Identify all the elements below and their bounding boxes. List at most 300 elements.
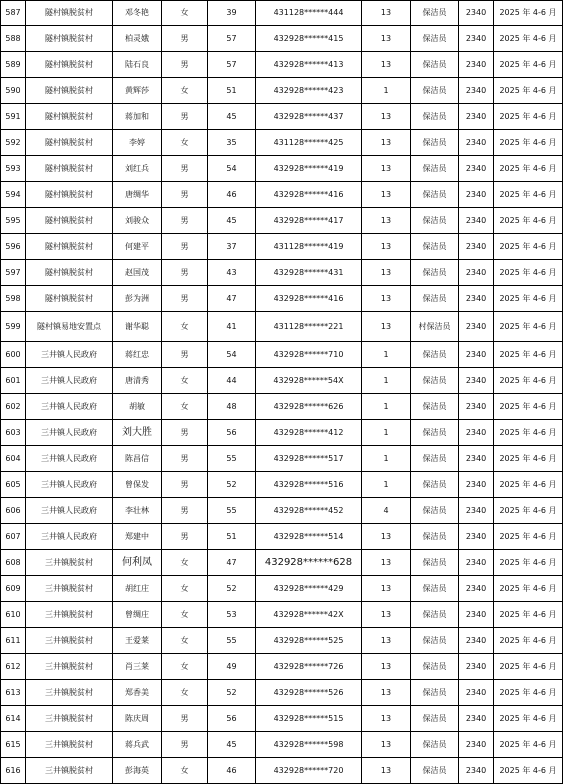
- row-number-cell: 589: [1, 52, 26, 78]
- unit-cell: 隧村镇脱贫村: [26, 26, 113, 52]
- position-cell: 保洁员: [411, 446, 459, 472]
- months-cell: 1: [362, 446, 411, 472]
- age-cell: 56: [208, 420, 256, 446]
- row-number-cell: 594: [1, 182, 26, 208]
- age-cell: 51: [208, 524, 256, 550]
- subsidy-amount-cell: 2340: [459, 260, 494, 286]
- gender-cell: 男: [162, 732, 208, 758]
- subsidy-amount-cell: 2340: [459, 498, 494, 524]
- gender-cell: 男: [162, 524, 208, 550]
- unit-cell: 三井镇脱贫村: [26, 732, 113, 758]
- person-name-cell: 蒋红忠: [113, 342, 162, 368]
- gender-cell: 男: [162, 498, 208, 524]
- row-number-cell: 604: [1, 446, 26, 472]
- period-cell: 2025 年 4-6 月: [494, 26, 563, 52]
- unit-cell: 隧村镇脱贫村: [26, 182, 113, 208]
- subsidy-amount-cell: 2340: [459, 286, 494, 312]
- gender-cell: 女: [162, 1, 208, 26]
- age-cell: 45: [208, 208, 256, 234]
- age-cell: 39: [208, 1, 256, 26]
- months-cell: 1: [362, 420, 411, 446]
- months-cell: 13: [362, 524, 411, 550]
- table-row: [1, 758, 563, 784]
- age-cell: 55: [208, 628, 256, 654]
- period-cell: 2025 年 4-6 月: [494, 368, 563, 394]
- unit-cell: 隧村镇脱贫村: [26, 234, 113, 260]
- age-cell: 52: [208, 680, 256, 706]
- months-cell: 1: [362, 472, 411, 498]
- unit-cell: 三井镇人民政府: [26, 342, 113, 368]
- row-number-cell: 612: [1, 654, 26, 680]
- row-number-cell: 611: [1, 628, 26, 654]
- row-number-cell: 616: [1, 758, 26, 784]
- row-number-cell: 591: [1, 104, 26, 130]
- subsidy-amount-cell: 2340: [459, 446, 494, 472]
- position-cell: 保洁员: [411, 208, 459, 234]
- age-cell: 57: [208, 26, 256, 52]
- id-number-cell: 432928******515: [256, 706, 362, 732]
- unit-cell: 三井镇人民政府: [26, 498, 113, 524]
- months-cell: 13: [362, 156, 411, 182]
- position-cell: 保洁员: [411, 368, 459, 394]
- subsidy-amount-cell: 2340: [459, 758, 494, 784]
- subsidy-amount-cell: 2340: [459, 420, 494, 446]
- months-cell: 1: [362, 342, 411, 368]
- id-number-cell: 432928******54X: [256, 368, 362, 394]
- position-cell: 保洁员: [411, 732, 459, 758]
- subsidy-amount-cell: 2340: [459, 732, 494, 758]
- position-cell: 保洁员: [411, 52, 459, 78]
- gender-cell: 女: [162, 576, 208, 602]
- table-row: [1, 628, 563, 654]
- position-cell: 保洁员: [411, 104, 459, 130]
- table-row: [1, 156, 563, 182]
- table-row: [1, 342, 563, 368]
- unit-cell: 三井镇脱贫村: [26, 758, 113, 784]
- months-cell: 1: [362, 394, 411, 420]
- id-number-cell: 432928******416: [256, 286, 362, 312]
- row-number-cell: 590: [1, 78, 26, 104]
- unit-cell: 隧村镇脱贫村: [26, 1, 113, 26]
- age-cell: 55: [208, 498, 256, 524]
- person-name-cell: 刘骏众: [113, 208, 162, 234]
- position-cell: 保洁员: [411, 602, 459, 628]
- person-name-cell: 胡红庄: [113, 576, 162, 602]
- table-row: [1, 208, 563, 234]
- person-name-cell: 肖三莱: [113, 654, 162, 680]
- person-name-cell: 曾绸庄: [113, 602, 162, 628]
- age-cell: 49: [208, 654, 256, 680]
- row-number-cell: 614: [1, 706, 26, 732]
- person-name-cell: 何建平: [113, 234, 162, 260]
- id-number-cell: 432928******415: [256, 26, 362, 52]
- position-cell: 保洁员: [411, 758, 459, 784]
- age-cell: 48: [208, 394, 256, 420]
- table-row: [1, 182, 563, 208]
- table-row: [1, 26, 563, 52]
- table-row: [1, 446, 563, 472]
- position-cell: 村保洁员: [411, 312, 459, 342]
- months-cell: 13: [362, 758, 411, 784]
- id-number-cell: 432928******431: [256, 260, 362, 286]
- unit-cell: 三井镇人民政府: [26, 524, 113, 550]
- gender-cell: 女: [162, 680, 208, 706]
- person-name-cell: 唐绸华: [113, 182, 162, 208]
- subsidy-amount-cell: 2340: [459, 1, 494, 26]
- age-cell: 46: [208, 758, 256, 784]
- position-cell: 保洁员: [411, 550, 459, 576]
- subsidy-amount-cell: 2340: [459, 342, 494, 368]
- row-number-cell: 603: [1, 420, 26, 446]
- position-cell: 保洁员: [411, 524, 459, 550]
- position-cell: 保洁员: [411, 234, 459, 260]
- gender-cell: 女: [162, 368, 208, 394]
- person-name-cell: 黄辉莎: [113, 78, 162, 104]
- table-row: [1, 78, 563, 104]
- id-number-cell: 432928******525: [256, 628, 362, 654]
- id-number-cell: 432928******598: [256, 732, 362, 758]
- unit-cell: 隧村镇脱贫村: [26, 286, 113, 312]
- position-cell: 保洁员: [411, 498, 459, 524]
- position-cell: 保洁员: [411, 286, 459, 312]
- months-cell: 13: [362, 52, 411, 78]
- row-number-cell: 600: [1, 342, 26, 368]
- id-number-cell: 432928******437: [256, 104, 362, 130]
- row-number-cell: 596: [1, 234, 26, 260]
- table-row: [1, 368, 563, 394]
- subsidy-amount-cell: 2340: [459, 394, 494, 420]
- age-cell: 56: [208, 706, 256, 732]
- id-number-cell: 432928******626: [256, 394, 362, 420]
- row-number-cell: 607: [1, 524, 26, 550]
- gender-cell: 男: [162, 260, 208, 286]
- table-row: [1, 472, 563, 498]
- table-row: [1, 394, 563, 420]
- person-name-cell: 陈昌信: [113, 446, 162, 472]
- position-cell: 保洁员: [411, 420, 459, 446]
- subsidy-amount-cell: 2340: [459, 182, 494, 208]
- gender-cell: 女: [162, 312, 208, 342]
- table-row: [1, 602, 563, 628]
- id-number-cell: 432928******514: [256, 524, 362, 550]
- gender-cell: 女: [162, 654, 208, 680]
- id-number-cell: 432928******417: [256, 208, 362, 234]
- id-number-cell: 432928******429: [256, 576, 362, 602]
- row-number-cell: 595: [1, 208, 26, 234]
- id-number-cell: 432928******526: [256, 680, 362, 706]
- age-cell: 47: [208, 286, 256, 312]
- row-number-cell: 593: [1, 156, 26, 182]
- person-name-cell: 谢华聪: [113, 312, 162, 342]
- period-cell: 2025 年 4-6 月: [494, 602, 563, 628]
- position-cell: 保洁员: [411, 472, 459, 498]
- gender-cell: 男: [162, 156, 208, 182]
- row-number-cell: 599: [1, 312, 26, 342]
- subsidy-amount-cell: 2340: [459, 26, 494, 52]
- subsidy-amount-cell: 2340: [459, 576, 494, 602]
- months-cell: 1: [362, 368, 411, 394]
- position-cell: 保洁员: [411, 78, 459, 104]
- table-body: [1, 1, 563, 784]
- table-row: [1, 234, 563, 260]
- table-row: [1, 524, 563, 550]
- months-cell: 13: [362, 628, 411, 654]
- person-name-cell: 赵国茂: [113, 260, 162, 286]
- subsidy-amount-cell: 2340: [459, 78, 494, 104]
- months-cell: 13: [362, 26, 411, 52]
- subsidy-amount-cell: 2340: [459, 472, 494, 498]
- row-number-cell: 587: [1, 1, 26, 26]
- unit-cell: 三井镇脱贫村: [26, 628, 113, 654]
- gender-cell: 女: [162, 78, 208, 104]
- person-name-cell: 陆石良: [113, 52, 162, 78]
- id-number-cell: 432928******517: [256, 446, 362, 472]
- id-number-cell: 431128******419: [256, 234, 362, 260]
- months-cell: 4: [362, 498, 411, 524]
- unit-cell: 三井镇人民政府: [26, 472, 113, 498]
- period-cell: 2025 年 4-6 月: [494, 706, 563, 732]
- person-name-cell: 郑香美: [113, 680, 162, 706]
- months-cell: 13: [362, 1, 411, 26]
- months-cell: 13: [362, 286, 411, 312]
- person-name-cell: 郑建中: [113, 524, 162, 550]
- months-cell: 13: [362, 654, 411, 680]
- gender-cell: 男: [162, 52, 208, 78]
- age-cell: 37: [208, 234, 256, 260]
- person-name-cell: 彭为洲: [113, 286, 162, 312]
- gender-cell: 男: [162, 446, 208, 472]
- age-cell: 35: [208, 130, 256, 156]
- position-cell: 保洁员: [411, 706, 459, 732]
- table-row: [1, 706, 563, 732]
- unit-cell: 三井镇脱贫村: [26, 576, 113, 602]
- subsidy-amount-cell: 2340: [459, 234, 494, 260]
- period-cell: 2025 年 4-6 月: [494, 1, 563, 26]
- unit-cell: 隧村镇脱贫村: [26, 78, 113, 104]
- row-number-cell: 606: [1, 498, 26, 524]
- subsidy-amount-cell: 2340: [459, 208, 494, 234]
- age-cell: 52: [208, 576, 256, 602]
- table-row: [1, 260, 563, 286]
- period-cell: 2025 年 4-6 月: [494, 104, 563, 130]
- person-name-cell: 王爱莱: [113, 628, 162, 654]
- gender-cell: 男: [162, 706, 208, 732]
- months-cell: 13: [362, 706, 411, 732]
- subsidy-amount-cell: 2340: [459, 524, 494, 550]
- row-number-cell: 601: [1, 368, 26, 394]
- subsidy-amount-cell: 2340: [459, 680, 494, 706]
- gender-cell: 女: [162, 758, 208, 784]
- months-cell: 13: [362, 312, 411, 342]
- subsidy-amount-cell: 2340: [459, 706, 494, 732]
- period-cell: 2025 年 4-6 月: [494, 234, 563, 260]
- subsidy-amount-cell: 2340: [459, 368, 494, 394]
- id-number-cell: 432928******423: [256, 78, 362, 104]
- gender-cell: 女: [162, 602, 208, 628]
- gender-cell: 男: [162, 472, 208, 498]
- person-name-cell: 李婷: [113, 130, 162, 156]
- age-cell: 54: [208, 156, 256, 182]
- subsidy-amount-cell: 2340: [459, 312, 494, 342]
- id-number-cell: 432928******452: [256, 498, 362, 524]
- id-number-cell: 432928******720: [256, 758, 362, 784]
- table-row: [1, 732, 563, 758]
- period-cell: 2025 年 4-6 月: [494, 524, 563, 550]
- period-cell: 2025 年 4-6 月: [494, 130, 563, 156]
- age-cell: 52: [208, 472, 256, 498]
- position-cell: 保洁员: [411, 26, 459, 52]
- gender-cell: 女: [162, 394, 208, 420]
- position-cell: 保洁员: [411, 156, 459, 182]
- age-cell: 51: [208, 78, 256, 104]
- unit-cell: 三井镇人民政府: [26, 394, 113, 420]
- unit-cell: 隧村镇脱贫村: [26, 260, 113, 286]
- id-number-cell: 432928******516: [256, 472, 362, 498]
- unit-cell: 三井镇脱贫村: [26, 680, 113, 706]
- months-cell: 13: [362, 260, 411, 286]
- position-cell: 保洁员: [411, 576, 459, 602]
- months-cell: 13: [362, 208, 411, 234]
- table-row: [1, 104, 563, 130]
- table-row: [1, 130, 563, 156]
- gender-cell: 男: [162, 208, 208, 234]
- subsidy-amount-cell: 2340: [459, 550, 494, 576]
- person-name-cell: 邓冬艳: [113, 1, 162, 26]
- person-name-cell: 曾保发: [113, 472, 162, 498]
- id-number-cell: 432928******416: [256, 182, 362, 208]
- person-name-cell: 李壮林: [113, 498, 162, 524]
- person-name-cell: 陈庆周: [113, 706, 162, 732]
- period-cell: 2025 年 4-6 月: [494, 576, 563, 602]
- id-number-cell: 432928******710: [256, 342, 362, 368]
- person-name-cell: 胡敏: [113, 394, 162, 420]
- period-cell: 2025 年 4-6 月: [494, 342, 563, 368]
- age-cell: 54: [208, 342, 256, 368]
- subsidy-amount-cell: 2340: [459, 156, 494, 182]
- id-number-cell: 432928******42X: [256, 602, 362, 628]
- period-cell: 2025 年 4-6 月: [494, 758, 563, 784]
- table-row: [1, 1, 563, 26]
- subsidy-amount-cell: 2340: [459, 104, 494, 130]
- age-cell: 44: [208, 368, 256, 394]
- table-row: [1, 654, 563, 680]
- id-number-cell: 431128******444: [256, 1, 362, 26]
- row-number-cell: 609: [1, 576, 26, 602]
- gender-cell: 女: [162, 550, 208, 576]
- age-cell: 41: [208, 312, 256, 342]
- row-number-cell: 613: [1, 680, 26, 706]
- age-cell: 55: [208, 446, 256, 472]
- person-name-cell: 柏灵娥: [113, 26, 162, 52]
- id-number-cell: 432928******726: [256, 654, 362, 680]
- period-cell: 2025 年 4-6 月: [494, 446, 563, 472]
- months-cell: 13: [362, 182, 411, 208]
- person-name-cell: 刘红兵: [113, 156, 162, 182]
- period-cell: 2025 年 4-6 月: [494, 208, 563, 234]
- position-cell: 保洁员: [411, 680, 459, 706]
- person-name-cell: 蒋兵武: [113, 732, 162, 758]
- table-row: [1, 550, 563, 576]
- period-cell: 2025 年 4-6 月: [494, 420, 563, 446]
- subsidy-amount-cell: 2340: [459, 654, 494, 680]
- row-number-cell: 598: [1, 286, 26, 312]
- unit-cell: 隧村镇脱贫村: [26, 208, 113, 234]
- table-row: [1, 312, 563, 342]
- position-cell: 保洁员: [411, 654, 459, 680]
- position-cell: 保洁员: [411, 628, 459, 654]
- unit-cell: 三井镇人民政府: [26, 446, 113, 472]
- period-cell: 2025 年 4-6 月: [494, 182, 563, 208]
- period-cell: 2025 年 4-6 月: [494, 498, 563, 524]
- row-number-cell: 588: [1, 26, 26, 52]
- person-name-cell: 刘大胜: [113, 420, 162, 446]
- months-cell: 13: [362, 234, 411, 260]
- unit-cell: 隧村镇易地安置点: [26, 312, 113, 342]
- row-number-cell: 610: [1, 602, 26, 628]
- table-row: [1, 420, 563, 446]
- row-number-cell: 597: [1, 260, 26, 286]
- months-cell: 13: [362, 104, 411, 130]
- period-cell: 2025 年 4-6 月: [494, 732, 563, 758]
- months-cell: 13: [362, 550, 411, 576]
- age-cell: 45: [208, 104, 256, 130]
- period-cell: 2025 年 4-6 月: [494, 550, 563, 576]
- subsidy-amount-cell: 2340: [459, 628, 494, 654]
- period-cell: 2025 年 4-6 月: [494, 286, 563, 312]
- age-cell: 46: [208, 182, 256, 208]
- subsidy-amount-cell: 2340: [459, 602, 494, 628]
- unit-cell: 三井镇脱贫村: [26, 706, 113, 732]
- months-cell: 13: [362, 680, 411, 706]
- period-cell: 2025 年 4-6 月: [494, 52, 563, 78]
- position-cell: 保洁员: [411, 1, 459, 26]
- row-number-cell: 615: [1, 732, 26, 758]
- id-number-cell: 432928******412: [256, 420, 362, 446]
- person-name-cell: 唐清秀: [113, 368, 162, 394]
- age-cell: 47: [208, 550, 256, 576]
- position-cell: 保洁员: [411, 394, 459, 420]
- table-row: [1, 680, 563, 706]
- months-cell: 13: [362, 130, 411, 156]
- id-number-cell: 432928******628: [256, 550, 362, 576]
- period-cell: 2025 年 4-6 月: [494, 156, 563, 182]
- position-cell: 保洁员: [411, 182, 459, 208]
- unit-cell: 三井镇脱贫村: [26, 602, 113, 628]
- subsidy-amount-cell: 2340: [459, 130, 494, 156]
- gender-cell: 女: [162, 130, 208, 156]
- period-cell: 2025 年 4-6 月: [494, 312, 563, 342]
- id-number-cell: 431128******221: [256, 312, 362, 342]
- position-cell: 保洁员: [411, 130, 459, 156]
- period-cell: 2025 年 4-6 月: [494, 680, 563, 706]
- table-row: [1, 286, 563, 312]
- period-cell: 2025 年 4-6 月: [494, 260, 563, 286]
- unit-cell: 隧村镇脱贫村: [26, 156, 113, 182]
- position-cell: 保洁员: [411, 260, 459, 286]
- unit-cell: 三井镇人民政府: [26, 368, 113, 394]
- period-cell: 2025 年 4-6 月: [494, 654, 563, 680]
- id-number-cell: 432928******413: [256, 52, 362, 78]
- gender-cell: 男: [162, 342, 208, 368]
- row-number-cell: 602: [1, 394, 26, 420]
- table-row: [1, 498, 563, 524]
- gender-cell: 男: [162, 104, 208, 130]
- gender-cell: 男: [162, 26, 208, 52]
- person-name-cell: 何利凤: [113, 550, 162, 576]
- gender-cell: 男: [162, 286, 208, 312]
- unit-cell: 隧村镇脱贫村: [26, 130, 113, 156]
- period-cell: 2025 年 4-6 月: [494, 628, 563, 654]
